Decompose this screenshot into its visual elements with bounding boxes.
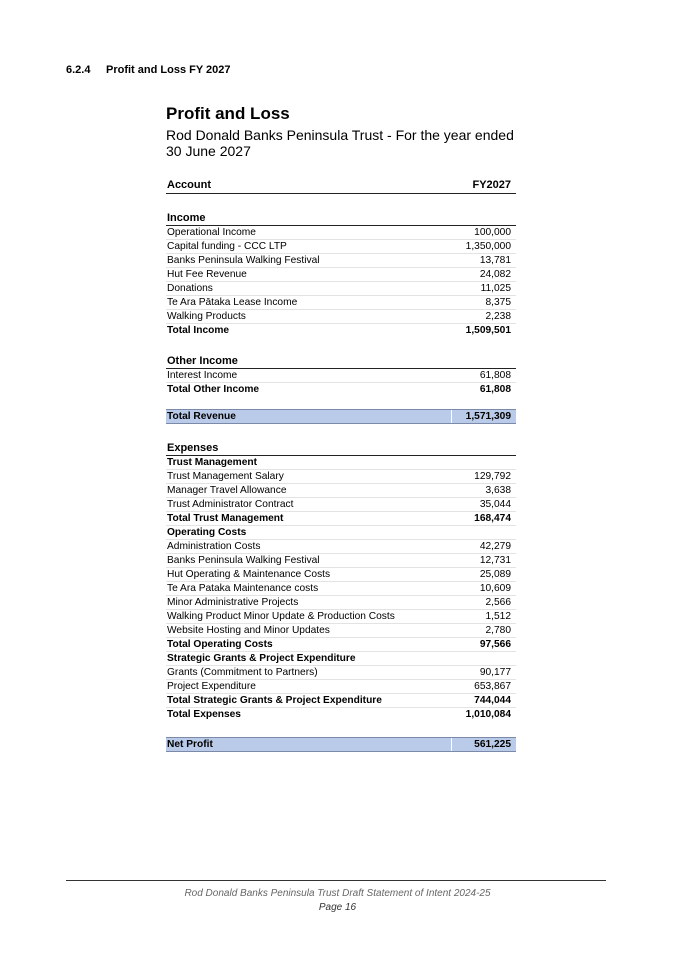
strategic-heading-row-value: [452, 652, 516, 666]
line-item-row: [166, 582, 516, 596]
report-subtitle-line2: 30 June 2027: [166, 143, 251, 159]
line-item-row-label: Banks Peninsula Walking Festival: [166, 254, 452, 268]
spacer-row: [166, 424, 516, 441]
income-heading-row: [166, 210, 516, 226]
line-item-row: [166, 680, 516, 694]
net-profit-row: [166, 738, 516, 752]
total-expenses-row-label: Total Expenses: [167, 709, 241, 720]
line-item-row-label: Operational Income: [166, 226, 452, 240]
line-item-row-label: Minor Administrative Projects: [166, 596, 452, 610]
line-item-row-value: 25,089: [452, 568, 516, 582]
line-item-row-value: 1,350,000: [452, 240, 516, 254]
total-trust-management-row-value: 168,474: [452, 512, 516, 526]
line-item-row-label: Walking Products: [166, 310, 452, 324]
spacer-row: [166, 194, 516, 210]
line-item-row-value: 129,792: [452, 470, 516, 484]
strategic-heading-row: [166, 652, 516, 666]
total-strategic-row-label: Total Strategic Grants & Project Expenditure: [166, 694, 452, 708]
line-item-row-value: 42,279: [452, 540, 516, 554]
line-item-row: [166, 498, 516, 512]
statement-table: [166, 194, 516, 752]
line-item-row: [166, 624, 516, 638]
other-income-heading-row-label: Other Income: [166, 353, 452, 369]
total-trust-management-row-label: Total Trust Management: [166, 512, 452, 526]
income-heading-row-label: Income: [166, 210, 452, 226]
total-strategic-row: [166, 694, 516, 708]
line-item-row-label: Trust Management Salary: [166, 470, 452, 484]
spacer-row: [166, 721, 516, 738]
total-revenue-row-label: Total Revenue: [166, 410, 452, 424]
column-account: Account: [166, 178, 344, 194]
column-header: [166, 178, 516, 194]
total-other-income-row: [166, 383, 516, 397]
operating-costs-heading-row: [166, 526, 516, 540]
operating-costs-heading-row-value: [452, 526, 516, 540]
trust-management-heading-row: [166, 456, 516, 470]
total-income-row-value: 1,509,501: [465, 325, 511, 336]
line-item-row: [166, 610, 516, 624]
line-item-row-value: 100,000: [452, 226, 516, 240]
line-item-row: [166, 240, 516, 254]
total-income-row: [166, 324, 516, 338]
line-item-row-value: 8,375: [452, 296, 516, 310]
line-item-row-value: 2,238: [452, 310, 516, 324]
line-item-row: [166, 666, 516, 680]
column-year: FY2027: [344, 178, 516, 194]
line-item-row: [166, 554, 516, 568]
net-profit-row-label: Net Profit: [166, 738, 452, 752]
expenses-heading-row: [166, 440, 516, 456]
spacer-row: [166, 337, 516, 353]
total-operating-costs-row-label: Total Operating Costs: [166, 638, 452, 652]
line-item-row-label: Administration Costs: [166, 540, 452, 554]
line-item-row-label: Te Ara Pātaka Lease Income: [166, 296, 452, 310]
line-item-row-label: Grants (Commitment to Partners): [166, 666, 452, 680]
other-income-heading-row: [166, 353, 516, 369]
strategic-heading-row-label: Strategic Grants & Project Expenditure: [166, 652, 452, 666]
line-item-row: [166, 226, 516, 240]
line-item-row-label: Walking Product Minor Update & Production Costs: [166, 610, 452, 624]
line-item-row-label: Trust Administrator Contract: [166, 498, 452, 512]
report-subtitle-line1: Rod Donald Banks Peninsula Trust - For the year ended: [166, 127, 514, 143]
total-strategic-row-value: 744,044: [452, 694, 516, 708]
line-item-row-label: Te Ara Pataka Maintenance costs: [166, 582, 452, 596]
other-income-heading-row-value: [452, 353, 516, 369]
line-item-row-label: Donations: [166, 282, 452, 296]
profit-loss-report: [166, 104, 516, 752]
trust-management-heading-row-label: Trust Management: [166, 456, 452, 470]
line-item-row-label: Hut Operating & Maintenance Costs: [166, 568, 452, 582]
report-title: Profit and Loss: [166, 104, 290, 123]
operating-costs-heading-row-label: Operating Costs: [166, 526, 452, 540]
line-item-row: [166, 540, 516, 554]
line-item-row-label: Manager Travel Allowance: [166, 484, 452, 498]
line-item-row-value: 24,082: [452, 268, 516, 282]
footer-page-number: Page 16: [318, 902, 357, 913]
report-subtitle: [166, 127, 516, 159]
line-item-row: [166, 568, 516, 582]
line-item-row-value: 2,780: [452, 624, 516, 638]
line-item-row: [166, 470, 516, 484]
total-trust-management-row: [166, 512, 516, 526]
section-heading: [66, 64, 231, 76]
line-item-row-label: Capital funding - CCC LTP: [166, 240, 452, 254]
line-item-row-value: 35,044: [452, 498, 516, 512]
spacer-row: [166, 396, 516, 410]
footer-rule: [66, 880, 606, 881]
line-item-row: [166, 296, 516, 310]
total-operating-costs-row-value: 97,566: [452, 638, 516, 652]
line-item-row-label: Banks Peninsula Walking Festival: [166, 554, 452, 568]
section-title: Profit and Loss FY 2027: [106, 64, 231, 76]
total-revenue-row: [166, 410, 516, 424]
total-other-income-row-label: Total Other Income: [167, 384, 260, 395]
line-item-row: [166, 268, 516, 282]
line-item-row-value: 12,731: [452, 554, 516, 568]
expenses-heading-row-label: Expenses: [166, 440, 452, 456]
line-item-row-value: 1,512: [452, 610, 516, 624]
line-item-row-value: 3,638: [452, 484, 516, 498]
line-item-row: [166, 254, 516, 268]
total-expenses-row: [166, 708, 516, 722]
line-item-row-value: 2,566: [452, 596, 516, 610]
line-item-row-label: Hut Fee Revenue: [166, 268, 452, 282]
total-income-row-label: Total Income: [167, 325, 230, 336]
line-item-row-label: Website Hosting and Minor Updates: [166, 624, 452, 638]
line-item-row-value: 11,025: [452, 282, 516, 296]
line-item-row-value: 10,609: [452, 582, 516, 596]
line-item-row: [166, 596, 516, 610]
section-number: 6.2.4: [66, 64, 91, 76]
line-item-row-label: Project Expenditure: [166, 680, 452, 694]
line-item-row-value: 653,867: [452, 680, 516, 694]
total-operating-costs-row: [166, 638, 516, 652]
line-item-row: [166, 282, 516, 296]
total-expenses-row-value: 1,010,084: [465, 709, 511, 720]
line-item-row-label: Interest Income: [166, 369, 452, 383]
total-revenue-row-value: 1,571,309: [452, 410, 516, 424]
net-profit-row-value: 561,225: [452, 738, 516, 752]
total-other-income-row-value: 61,808: [479, 384, 511, 395]
line-item-row-value: 61,808: [452, 369, 516, 383]
expenses-heading-row-value: [452, 440, 516, 456]
footer-document-title: Rod Donald Banks Peninsula Trust Draft Statement of Intent 2024-25: [184, 888, 491, 899]
line-item-row: [166, 369, 516, 383]
line-item-row-value: 90,177: [452, 666, 516, 680]
income-heading-row-value: [452, 210, 516, 226]
line-item-row: [166, 484, 516, 498]
trust-management-heading-row-value: [452, 456, 516, 470]
line-item-row: [166, 310, 516, 324]
line-item-row-value: 13,781: [452, 254, 516, 268]
